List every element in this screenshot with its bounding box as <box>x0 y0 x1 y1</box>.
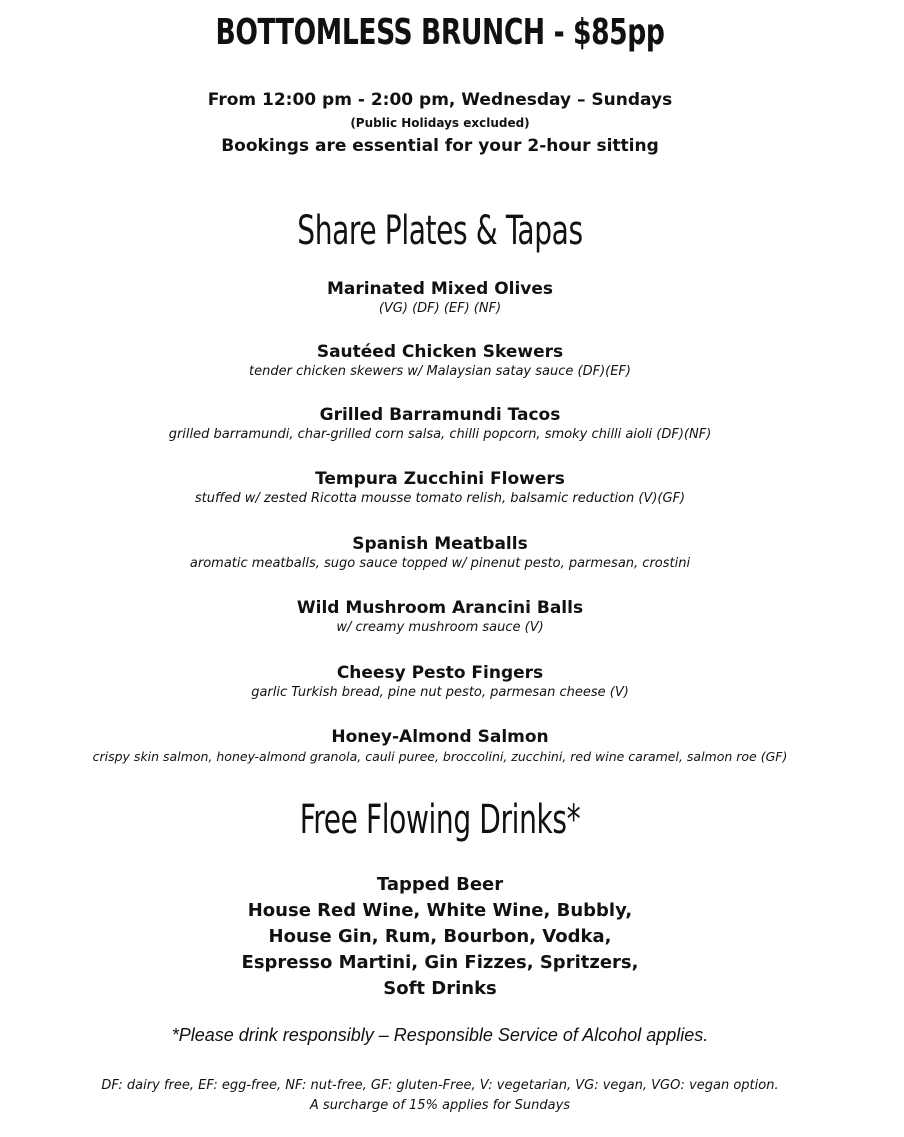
dish-name: Honey-Almond Salmon <box>331 727 549 747</box>
drink-line: House Gin, Rum, Bourbon, Vodka, <box>268 926 612 947</box>
responsible-drinking-note: *Please drink responsibly – Responsible Service of Alcohol applies. <box>171 1025 709 1045</box>
dish-name: Cheesy Pesto Fingers <box>336 663 544 683</box>
brunch-hours: From 12:00 pm - 2:00 pm, Wednesday – Sundays <box>207 90 673 110</box>
drink-line: Tapped Beer <box>376 874 504 895</box>
surcharge-note: A surcharge of 15% applies for Sundays <box>309 1098 571 1113</box>
dish-description: stuffed w/ zested Ricotta mousse tomato relish, balsamic reduction (V)(GF) <box>194 491 686 506</box>
dish-item <box>0 662 880 702</box>
bookings-note: Bookings are essential for your 2-hour sitting <box>221 136 659 156</box>
legend-text: DF: dairy free, EF: egg-free, NF: nut-free, GF: gluten-Free, V: vegetarian, VG: vegan, VGO: vegan option. <box>101 1078 779 1093</box>
dish-description: tender chicken skewers w/ Malaysian satay sauce (DF)(EF) <box>249 364 631 379</box>
dish-description: garlic Turkish bread, pine nut pesto, parmesan cheese (V) <box>251 685 629 700</box>
dish-description: (VG) (DF) (EF) (NF) <box>378 301 502 316</box>
dish-name: Spanish Meatballs <box>352 534 528 554</box>
drinks-heading: Free Flowing Drinks* <box>299 797 581 843</box>
drinks-list <box>0 872 880 1002</box>
drink-line: Soft Drinks <box>383 978 497 999</box>
dish-item <box>0 468 880 508</box>
dish-item <box>0 597 880 637</box>
dish-name: Marinated Mixed Olives <box>326 279 554 299</box>
holidays-note: (Public Holidays excluded) <box>350 116 530 130</box>
dish-item <box>0 278 880 318</box>
dish-item <box>0 726 880 766</box>
dish-description: crispy skin salmon, honey-almond granola, cauli puree, broccolini, zucchini, red wine caramel, salmon roe (GF) <box>92 749 788 764</box>
dish-item <box>0 341 880 381</box>
dish-description: aromatic meatballs, sugo sauce topped w/ pinenut pesto, parmesan, crostini <box>189 556 691 571</box>
share-plates-heading: Share Plates & Tapas <box>297 208 583 254</box>
dish-item <box>0 533 880 573</box>
dish-description: w/ creamy mushroom sauce (V) <box>336 620 544 635</box>
dish-name: Grilled Barramundi Tacos <box>319 405 561 425</box>
drink-line: Espresso Martini, Gin Fizzes, Spritzers, <box>241 952 639 973</box>
drink-line: House Red Wine, White Wine, Bubbly, <box>247 900 633 921</box>
menu-title: BOTTOMLESS BRUNCH - $85pp <box>215 12 665 53</box>
dish-name: Tempura Zucchini Flowers <box>315 469 565 489</box>
dish-name: Wild Mushroom Arancini Balls <box>296 598 584 618</box>
dish-item <box>0 404 880 444</box>
dietary-legend <box>0 1076 880 1116</box>
dish-description: grilled barramundi, char-grilled corn salsa, chilli popcorn, smoky chilli aioli (DF)(NF) <box>168 427 712 442</box>
dish-name: Sautéed Chicken Skewers <box>316 342 564 362</box>
